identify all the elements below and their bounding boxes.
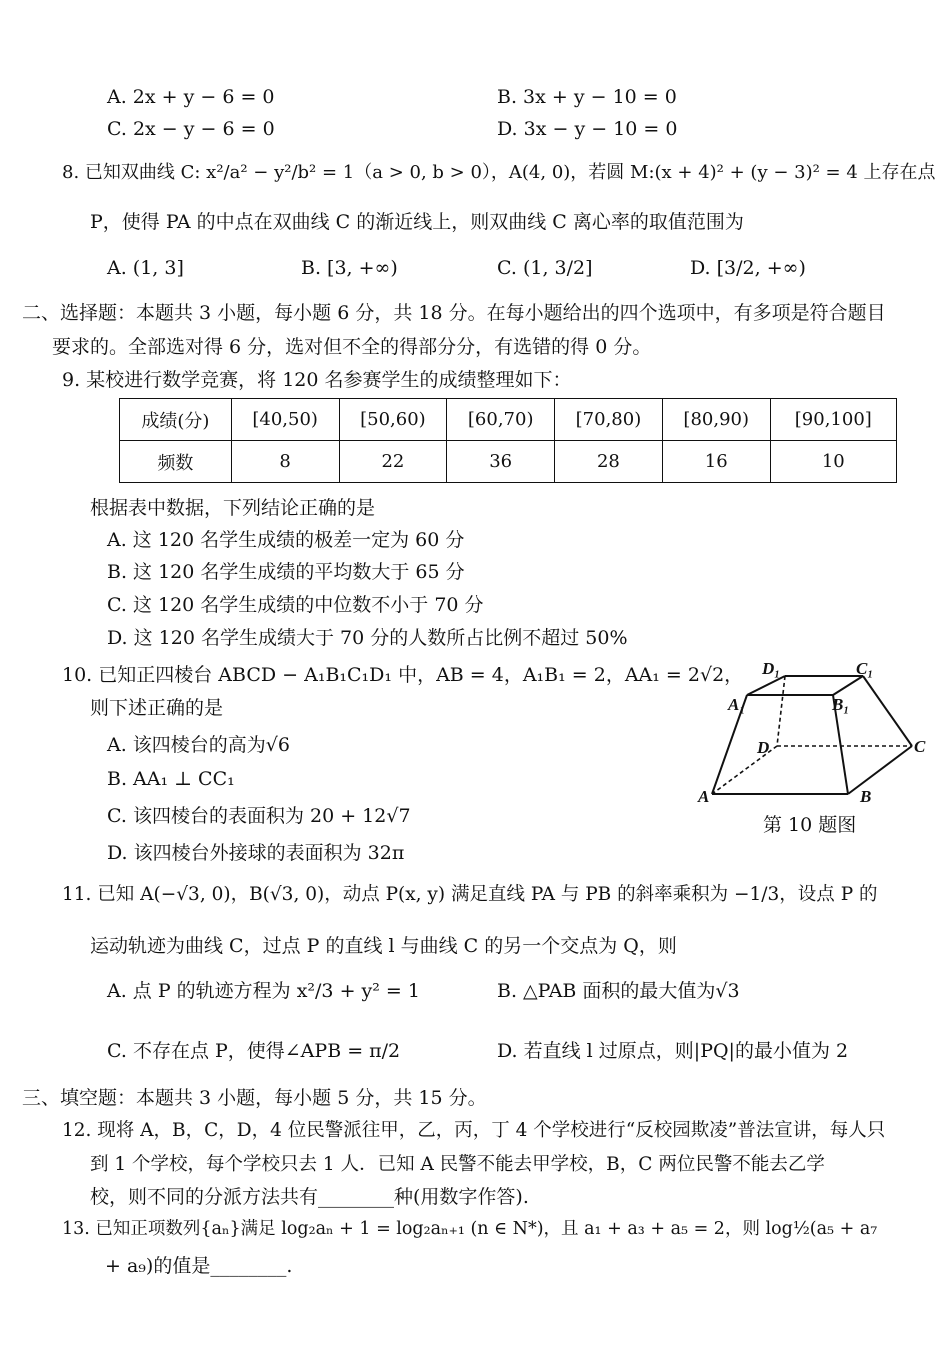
q9-score-table <box>119 398 897 483</box>
table-cell: 36 <box>447 441 555 483</box>
table-cell: [70,80) <box>555 399 663 441</box>
q12-stem-line2: 到 1 个学校，每个学校只去 1 人．已知 A 民警不能去甲学校，B，C 两位民警不能去乙学 <box>90 1154 825 1175</box>
section-2-heading: 二、选择题：本题共 3 小题，每小题 6 分，共 18 分。在每小题给出的四个选项中，有多项是符合题目 <box>22 302 886 324</box>
q7-option-d: D. 3x − y − 10 = 0 <box>497 118 678 140</box>
label-b1: B₁ <box>832 695 850 714</box>
label-c: C <box>914 737 926 756</box>
label-a: A <box>698 787 710 806</box>
q13-stem-line1: 13. 已知正项数列{aₙ}满足 log₂aₙ + 1 = log₂aₙ₊₁ (n ∈ N*)，且 a₁ + a₃ + a₅ = 2，则 log½(a₅ + a₇ <box>62 1219 878 1239</box>
table-cell: [80,90) <box>662 399 770 441</box>
edge-d1d-hidden <box>777 676 785 746</box>
table-cell: [50,60) <box>339 399 447 441</box>
q9-option-d: D. 这 120 名学生成绩大于 70 分的人数所占比例不超过 50% <box>107 627 628 649</box>
q7-option-a: A. 2x + y − 6 = 0 <box>107 86 275 108</box>
section-3-heading: 三、填空题：本题共 3 小题，每小题 5 分，共 15 分。 <box>22 1087 487 1109</box>
q9-option-a: A. 这 120 名学生成绩的极差一定为 60 分 <box>107 529 465 551</box>
table-cell: 22 <box>339 441 447 483</box>
edge-c1c <box>863 676 912 746</box>
q10-option-d: D. 该四棱台外接球的表面积为 32π <box>107 842 405 864</box>
q9-question: 根据表中数据，下列结论正确的是 <box>90 497 376 519</box>
table-cell: 成绩(分) <box>120 399 232 441</box>
q7-option-b: B. 3x + y − 10 = 0 <box>497 86 677 108</box>
q10-option-a: A. 该四棱台的高为√6 <box>107 734 290 756</box>
q9-option-c: C. 这 120 名学生成绩的中位数不小于 70 分 <box>107 594 484 616</box>
table-cell: [40,50) <box>231 399 339 441</box>
q11-option-a: A. 点 P 的轨迹方程为 x²/3 + y² = 1 <box>107 980 420 1002</box>
q10-stem-line2: 则下述正确的是 <box>90 697 224 719</box>
q12-stem-line3: 校，则不同的分派方法共有________种(用数字作答). <box>90 1186 529 1208</box>
edge-c1b1 <box>833 676 863 695</box>
q12-stem-line1: 12. 现将 A，B，C，D，4 位民警派往甲，乙，丙，丁 4 个学校进行“反校园欺凌”普法宣讲，每人只 <box>62 1120 886 1141</box>
table-row <box>120 441 897 483</box>
q10-option-c: C. 该四棱台的表面积为 20 + 12√7 <box>107 805 411 827</box>
table-cell: 28 <box>555 441 663 483</box>
table-cell: [90,100] <box>770 399 896 441</box>
label-c1: C₁ <box>856 659 874 678</box>
q10-option-b: B. AA₁ ⊥ CC₁ <box>107 768 235 790</box>
frustum-figure <box>690 652 935 812</box>
q10-figure-caption: 第 10 题图 <box>763 814 857 836</box>
table-cell: 频数 <box>120 441 232 483</box>
q8-option-a: A. (1, 3] <box>107 257 184 279</box>
table-cell: [60,70) <box>447 399 555 441</box>
table-cell: 8 <box>231 441 339 483</box>
q8-option-b: B. [3, +∞) <box>301 257 398 279</box>
label-b: B <box>860 787 872 806</box>
q8-option-d: D. [3/2, +∞) <box>690 257 806 279</box>
q8-stem-line2: P，使得 PA 的中点在双曲线 C 的渐近线上，则双曲线 C 离心率的取值范围为 <box>90 211 744 233</box>
table-cell: 16 <box>662 441 770 483</box>
q8-option-c: C. (1, 3/2] <box>497 257 593 279</box>
label-d: D <box>757 738 770 757</box>
q11-option-b: B. △PAB 面积的最大值为√3 <box>497 980 740 1002</box>
q9-option-b: B. 这 120 名学生成绩的平均数大于 65 分 <box>107 561 465 583</box>
q11-option-c: C. 不存在点 P，使得∠APB = π/2 <box>107 1040 401 1062</box>
table-header-row <box>120 399 897 441</box>
table-cell: 10 <box>770 441 896 483</box>
q11-option-d: D. 若直线 l 过原点，则|PQ|的最小值为 2 <box>497 1040 849 1062</box>
label-a1: A₁ <box>728 695 746 714</box>
q10-stem-line1: 10. 已知正四棱台 ABCD − A₁B₁C₁D₁ 中，AB = 4，A₁B₁ = 2，AA₁ = 2√2， <box>62 664 744 686</box>
edge-a1d1 <box>747 676 785 695</box>
q11-stem-line2: 运动轨迹为曲线 C，过点 P 的直线 l 与曲线 C 的另一个交点为 Q，则 <box>90 935 677 957</box>
q13-stem-line2: + a₉)的值是________. <box>105 1255 293 1277</box>
edge-bc <box>848 746 912 794</box>
q9-stem: 9. 某校进行数学竞赛，将 120 名参赛学生的成绩整理如下： <box>62 369 572 391</box>
q8-stem-line1: 8. 已知双曲线 C: x²/a² − y²/b² = 1（a > 0, b > 0），A(4, 0)，若圆 M:(x + 4)² + (y − 3)² = 4 上存在点 <box>62 162 936 183</box>
q11-stem-line1: 11. 已知 A(−√3, 0)，B(√3, 0)，动点 P(x, y) 满足直线 PA 与 PB 的斜率乘积为 −1/3，设点 P 的 <box>62 884 878 905</box>
label-d1: D₁ <box>762 659 781 678</box>
section-2-heading-cont: 要求的。全部选对得 6 分，选对但不全的得部分分，有选错的得 0 分。 <box>52 336 652 358</box>
q7-option-c: C. 2x − y − 6 = 0 <box>107 118 275 140</box>
